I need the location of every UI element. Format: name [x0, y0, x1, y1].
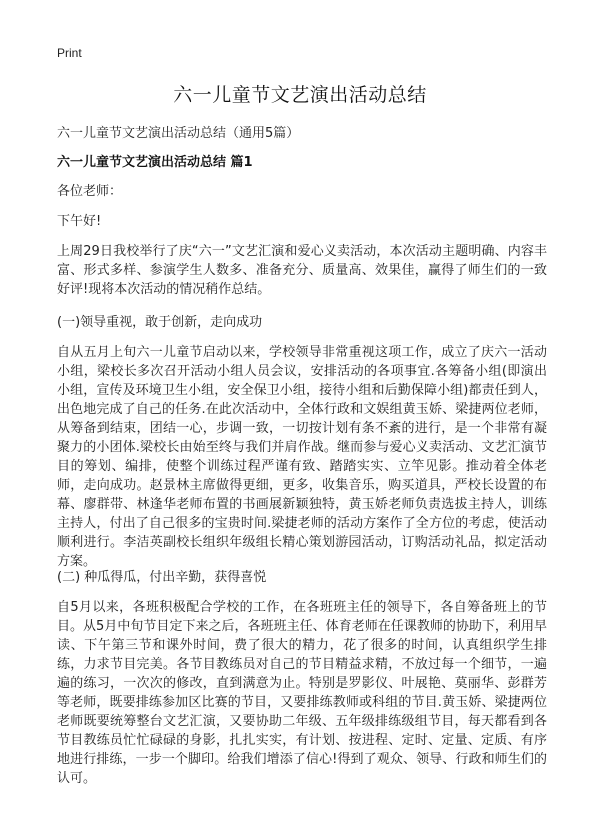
greeting-line: 下午好! — [57, 214, 102, 229]
subheading: (二) 种瓜得瓜，付出辛勤，获得喜悦 — [57, 570, 267, 585]
greeting-line: 各位老师： — [57, 184, 123, 199]
paragraph: 上周29日我校举行了庆“六一”文艺汇演和爱心义卖活动，本次活动主题明确、内容丰富、形式多样、参演学生人数多、准备充分、质量高、效果佳，赢得了师生们的一致好评!现将本次活动的情况稍作总结。 — [57, 244, 547, 297]
print-link[interactable]: Print — [57, 46, 82, 60]
section-heading: 六一儿童节文艺演出活动总结 篇1 — [57, 155, 253, 170]
document-subtitle: 六一儿童节文艺演出活动总结（通用5篇） — [57, 126, 300, 141]
document-title: 六一儿童节文艺演出活动总结 — [173, 84, 427, 106]
subheading: (一)领导重视，敢于创新，走向成功 — [57, 315, 263, 330]
paragraph: 自从五月上旬六一儿童节启动以来，学校领导非常重视这项工作，成立了庆六一活动小组，梁校长多次召开活动小组人员会议，安排活动的各项事宜.各筹备小组(即演出小组，宣传及环境卫生小组，安全保卫小组，接待小组和后勤保障小组)都责任到人，出色地完成了自己的任务.在此次活动中，全体行政和文娱组黄玉娇、梁捷两位老师，从筹备到结束，团结一心，步调一致，一切按计划有条不紊的进行，是一个非常有凝聚力的小团体.梁校长由始至终与我们并肩作战。继而参与爱心义卖活动、文艺汇演节目的筹划、编排，使整个训练过程严谨有致、踏踏实实、立竿见影。推动着全体老师，走向成功。赵景林主席做得更细，更多，收集音乐，购买道具，严校长设置的布幕、廖群带、林逢华老师布置的书画展新颖独特，黄玉娇老师负责选拔主持人，训练主持人，付出了自己很多的宝贵时间.梁捷老师的活动方案作了全方位的考虑，使活动顺利进行。李洁英副校长组织年级组长精心策划游园活动，订购活动礼品，拟定活动方案。 — [57, 345, 547, 569]
paragraph: 自5月以来，各班积极配合学校的工作，在各班班主任的领导下，各自筹备班上的节目。从5月中旬节目定下来之后，各班班主任、体育老师在任课教师的协助下，利用早读、下午第三节和课外时间，费了很大的精力，花了很多的时间，认真组织学生排练，力求节目完美。各节目教练员对自己的节目精益求精，不放过每一个细节，一遍遍的练习，一次次的修改，直到满意为止。特别是罗影仪、叶展艳、莫丽华、彭群芳等老师，既要排练参加区比赛的节目，又要排练教师或科组的节目.黄玉娇、梁捷两位老师既要统筹整台文艺汇演，又要协助二年级、五年级排练级组节目，每天都看到各节目教练员忙忙碌碌的身影，扎扎实实，有计划、按进程、定时、定量、定质、有序地进行排练，一步一个脚印。给我们增添了信心!得到了观众、领导、行政和师生们的认可。 — [57, 600, 547, 786]
